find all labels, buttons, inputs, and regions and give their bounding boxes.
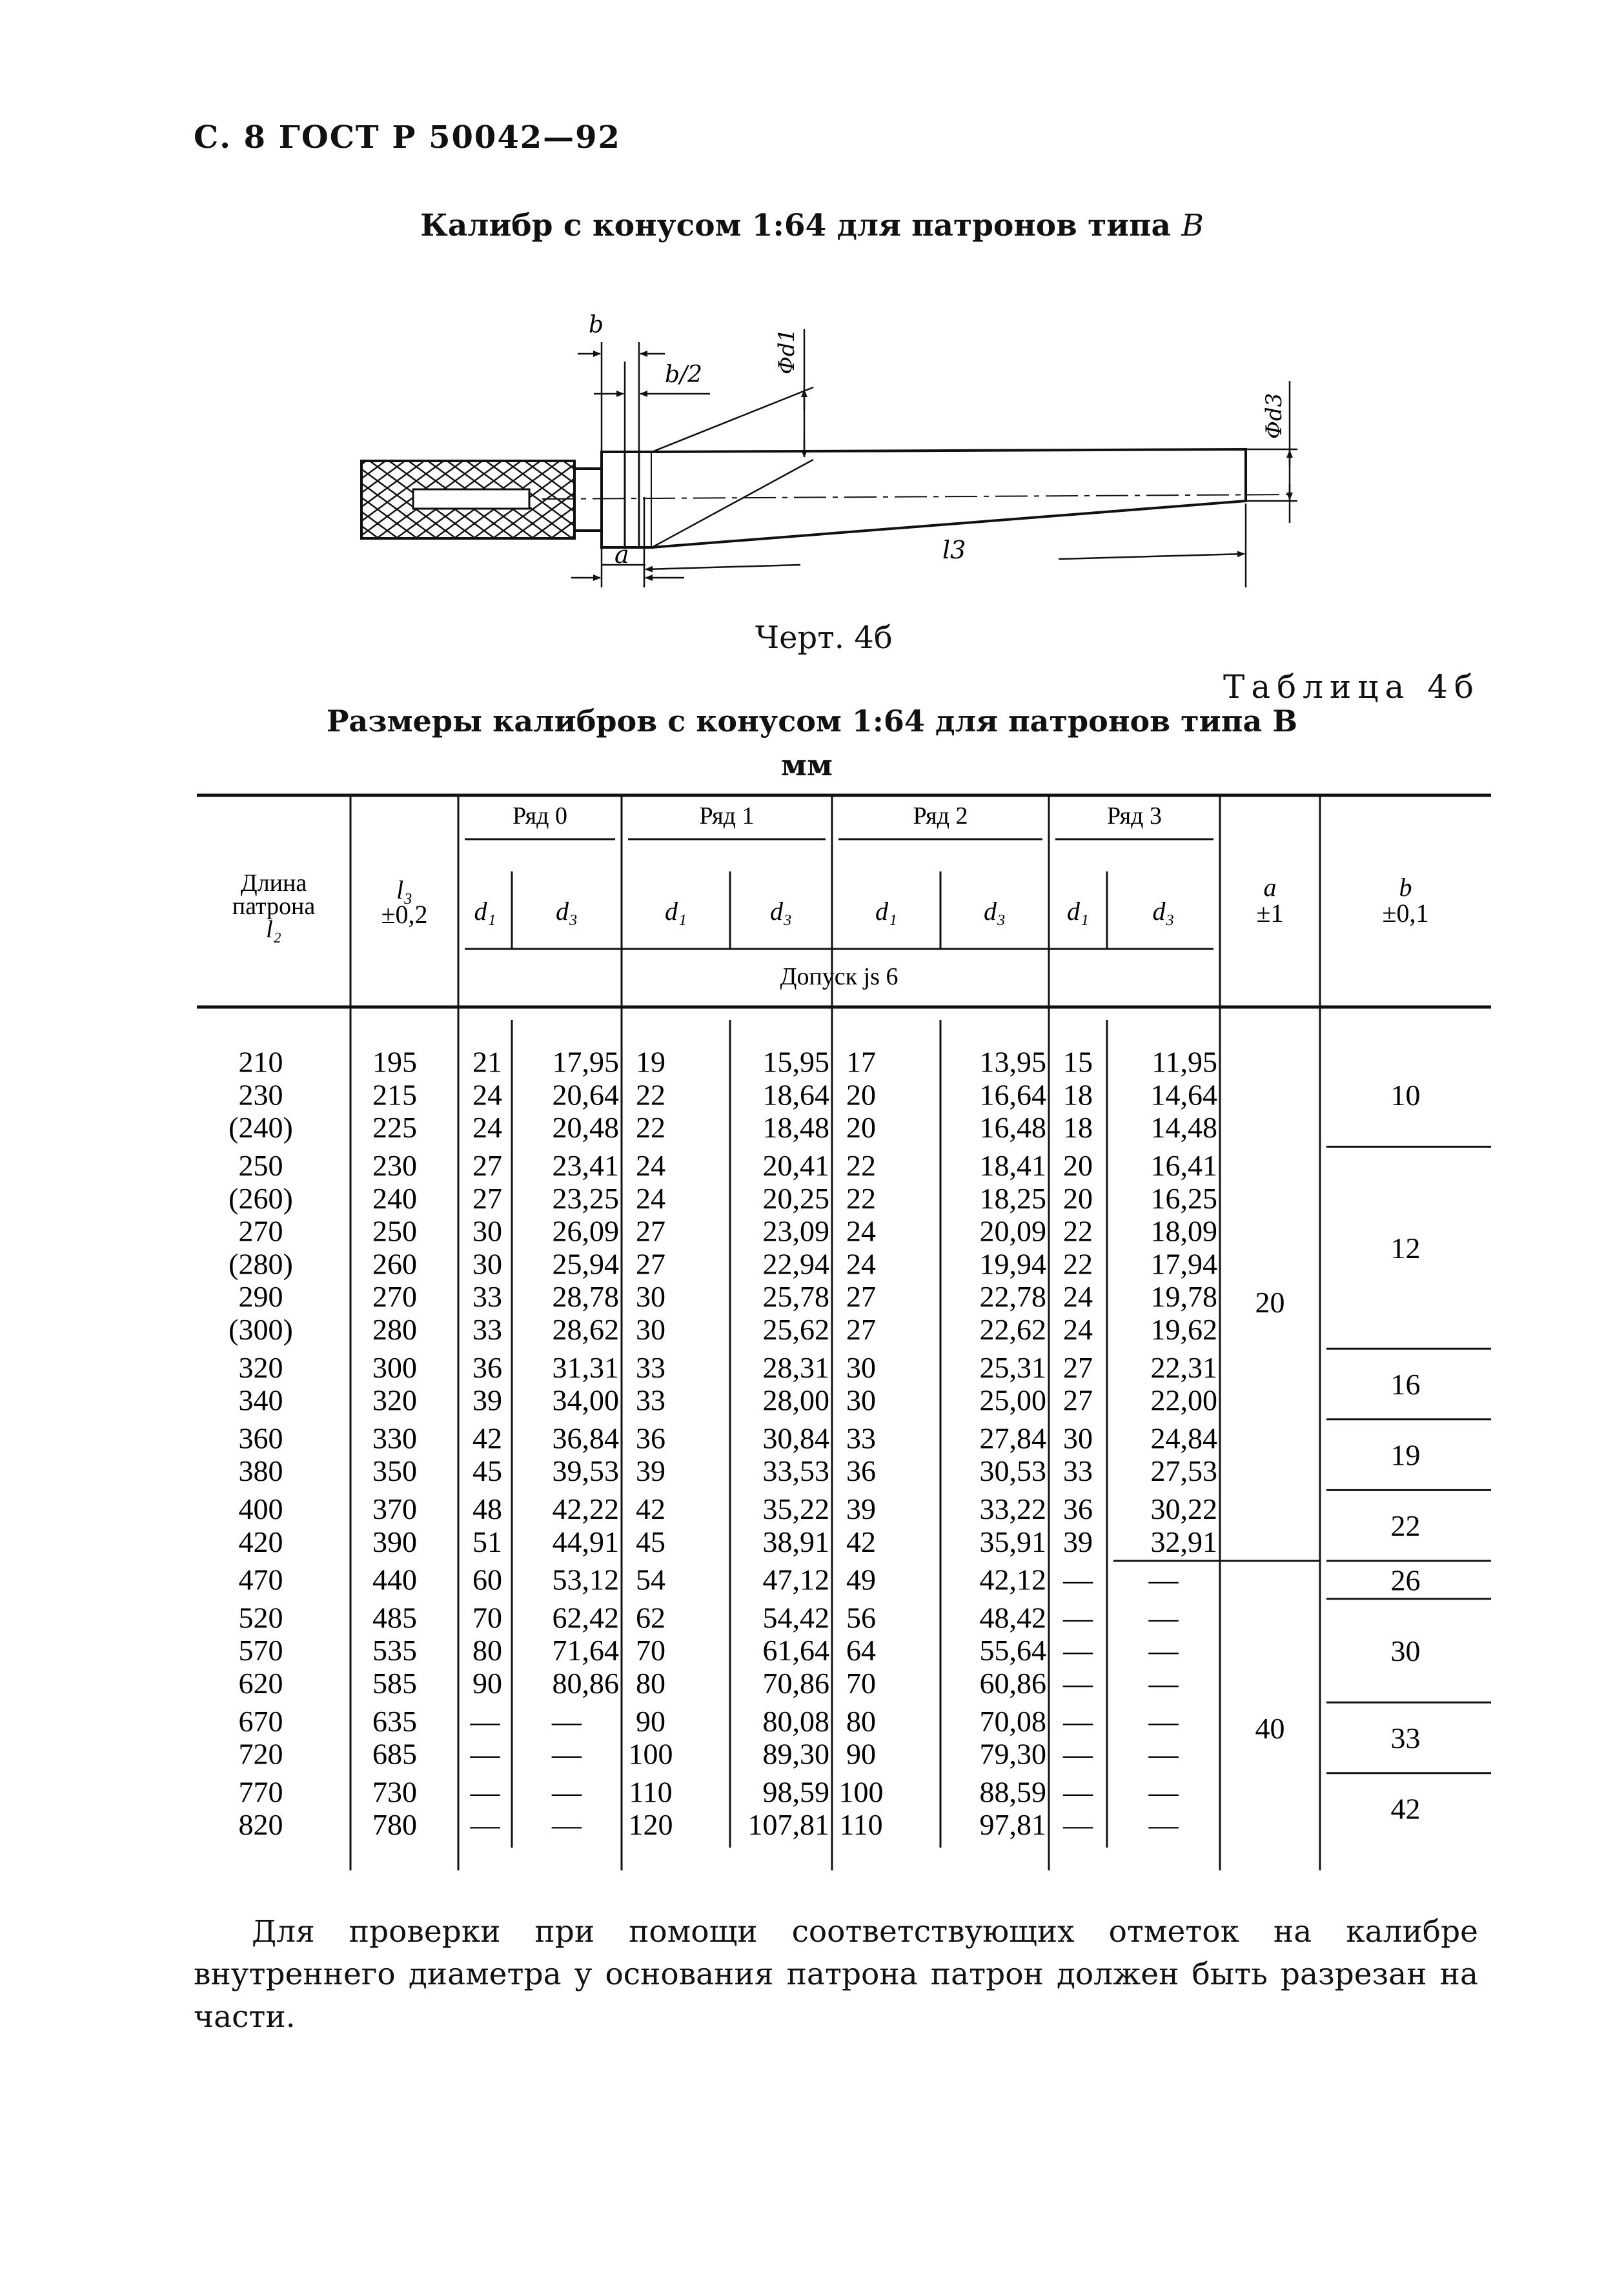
cell-d1: 27 [636, 1214, 665, 1248]
head-tolerance: Допуск js 6 [780, 963, 898, 990]
label-d3: Φd3 [1261, 392, 1287, 439]
cell-d1: 27 [472, 1181, 502, 1215]
cell-d3: 16,41 [1150, 1149, 1217, 1183]
cell-l3: 195 [372, 1045, 417, 1079]
cell-d1: 64 [846, 1634, 876, 1667]
cell-d1: 24 [472, 1111, 502, 1145]
drawing-title-type: В [1181, 208, 1204, 243]
cell-d3: — [1148, 1808, 1179, 1842]
cell-d1: 27 [1063, 1350, 1093, 1384]
cell-d3: 53,12 [552, 1563, 619, 1596]
cell-d1: 17 [846, 1045, 876, 1079]
cell-length: 250 [238, 1149, 283, 1183]
cell-l3: 260 [372, 1247, 417, 1281]
cell-d1: 33 [1063, 1454, 1093, 1488]
cell-d3: 25,78 [762, 1280, 829, 1314]
cell-d3: 88,59 [979, 1775, 1046, 1809]
cell-b: 16 [1390, 1368, 1421, 1401]
cell-l3: 780 [372, 1808, 417, 1842]
cell-d1: 60 [472, 1563, 502, 1596]
cell-d1: 24 [1063, 1280, 1093, 1314]
label-d1: Φd1 [774, 328, 800, 374]
cell-l3: 370 [372, 1492, 417, 1526]
cell-d1: 18 [1063, 1111, 1093, 1145]
head-row-group: Ряд 3 [1107, 802, 1162, 830]
cell-d3: — [552, 1704, 582, 1738]
cell-d3: 18,09 [1150, 1214, 1217, 1248]
cell-l3: 250 [372, 1214, 417, 1248]
cell-d1: 27 [846, 1313, 876, 1347]
cell-d1: 110 [629, 1775, 673, 1809]
cell-d1: 22 [1063, 1247, 1093, 1281]
cell-d3: 23,25 [552, 1181, 619, 1215]
cell-d3: 32,91 [1150, 1525, 1217, 1558]
cell-d3: 25,62 [762, 1313, 829, 1347]
cell-d3: 47,12 [762, 1563, 829, 1596]
cell-d1: 39 [1063, 1525, 1093, 1558]
cell-d3: — [552, 1737, 582, 1771]
cell-d3: 20,09 [979, 1214, 1046, 1248]
cell-length: 420 [238, 1525, 283, 1558]
cell-length: (300) [228, 1313, 293, 1347]
cell-d1: 27 [846, 1280, 876, 1314]
cell-a: 40 [1255, 1712, 1285, 1746]
cell-d1: — [1063, 1601, 1093, 1634]
cell-length: 620 [238, 1667, 283, 1700]
cell-l3: 240 [372, 1181, 417, 1215]
cell-d3: — [1148, 1704, 1179, 1738]
cell-d1: 39 [846, 1492, 876, 1526]
cell-d1: — [1063, 1737, 1093, 1771]
cell-l3: 350 [372, 1454, 417, 1488]
cell-l3: 215 [372, 1078, 417, 1112]
cell-l3: 585 [372, 1667, 417, 1700]
cell-d3: — [1148, 1601, 1179, 1634]
cell-l3: 270 [372, 1280, 417, 1314]
cell-d3: 35,22 [762, 1492, 829, 1526]
cell-b: 42 [1390, 1792, 1421, 1826]
cell-l3: 535 [372, 1634, 417, 1667]
cell-l3: 685 [372, 1737, 417, 1771]
head-row-group: Ряд 2 [913, 802, 968, 830]
cell-d3: 55,64 [979, 1634, 1046, 1667]
cell-d3: 23,09 [762, 1214, 829, 1248]
cell-d1: 62 [636, 1601, 665, 1634]
head-a: ±1 [1256, 899, 1284, 928]
cell-d3: 28,00 [762, 1383, 829, 1417]
cell-length: 290 [238, 1280, 283, 1314]
cell-d3: 11,95 [1152, 1045, 1217, 1079]
cell-d1: 22 [636, 1078, 665, 1112]
cell-d3: 33,22 [979, 1492, 1046, 1526]
footnote-text: Для проверки при помощи соответствующих отметок на калибре внутреннего диаметра у основания патрона патрон должен быть разрезан на части. [194, 1914, 1478, 2035]
cell-d3: 20,48 [552, 1111, 619, 1145]
cell-l3: 225 [372, 1111, 417, 1145]
cell-b: 33 [1390, 1722, 1421, 1755]
page-header: С. 8 ГОСТ Р 50042—92 [194, 119, 621, 156]
cell-length: 520 [238, 1601, 283, 1634]
cell-length: (280) [228, 1247, 293, 1281]
cell-l3: 230 [372, 1149, 417, 1183]
cell-d3: 35,91 [979, 1525, 1046, 1558]
cell-d1: 24 [636, 1149, 665, 1183]
cell-d3: 18,64 [762, 1078, 829, 1112]
head-length: патрона [232, 893, 316, 920]
cell-l3: 440 [372, 1563, 417, 1596]
head-l3: l₃ [396, 875, 413, 904]
cell-d1: 70 [846, 1667, 876, 1700]
cell-d1: 30 [472, 1247, 502, 1281]
cell-l3: 330 [372, 1421, 417, 1455]
cell-d1: 33 [846, 1421, 876, 1455]
table-unit: мм [781, 748, 833, 782]
cell-d1: 33 [636, 1350, 665, 1384]
cell-d1: 90 [636, 1704, 665, 1738]
cell-l3: 730 [372, 1775, 417, 1809]
cell-d1: 20 [846, 1078, 876, 1112]
cell-d3: 70,08 [979, 1704, 1046, 1738]
head-d3: d₃ [984, 897, 1006, 926]
cell-d1: 51 [472, 1525, 502, 1558]
cell-d1: 90 [472, 1667, 502, 1700]
cell-d1: 45 [636, 1525, 665, 1558]
cell-length: (240) [228, 1111, 293, 1145]
cell-d1: 49 [846, 1563, 876, 1596]
cell-d3: 17,94 [1150, 1247, 1217, 1281]
footnote [194, 1911, 1478, 2039]
cell-d3: 22,94 [762, 1247, 829, 1281]
cell-d3: 15,95 [762, 1045, 829, 1079]
cell-d1: 70 [472, 1601, 502, 1634]
cell-d3: 19,78 [1150, 1280, 1217, 1314]
cell-d3: 30,53 [979, 1454, 1046, 1488]
cell-l3: 485 [372, 1601, 417, 1634]
cell-d1: 30 [472, 1214, 502, 1248]
cell-d1: 90 [846, 1737, 876, 1771]
cell-d1: 42 [846, 1525, 876, 1558]
table-title: Размеры калибров с конусом 1:64 для патронов типа В [326, 704, 1298, 738]
cell-d1: 70 [636, 1634, 665, 1667]
cell-b: 22 [1390, 1509, 1421, 1543]
head-a: a [1263, 873, 1277, 902]
cell-d3: 31,31 [552, 1350, 619, 1384]
cell-d3: 23,41 [552, 1149, 619, 1183]
cell-length: 270 [238, 1214, 283, 1248]
cell-d1: 22 [636, 1111, 665, 1145]
cell-d1: — [1063, 1563, 1093, 1596]
head-b: ±0,1 [1382, 899, 1429, 928]
cell-length: 470 [238, 1563, 283, 1596]
head-row-group: Ряд 1 [699, 802, 755, 830]
cell-d3: 44,91 [552, 1525, 619, 1558]
cell-length: 340 [238, 1383, 283, 1417]
cell-length: (260) [228, 1181, 293, 1215]
cell-d1: 22 [846, 1149, 876, 1183]
cell-d1: 30 [1063, 1421, 1093, 1455]
cell-l3: 390 [372, 1525, 417, 1558]
cell-d3: 20,41 [762, 1149, 829, 1183]
cell-d3: — [1148, 1563, 1179, 1596]
cell-d3: 22,31 [1150, 1350, 1217, 1384]
cell-d3: 14,48 [1150, 1111, 1217, 1145]
cell-length: 400 [238, 1492, 283, 1526]
cell-d1: 36 [636, 1421, 665, 1455]
head-d1: d₁ [665, 897, 687, 926]
cell-d3: 27,84 [979, 1421, 1046, 1455]
cell-d1: 24 [846, 1214, 876, 1248]
head-l3: ±0,2 [381, 900, 428, 929]
dimensions-table [197, 788, 1491, 1898]
cell-d1: 24 [846, 1247, 876, 1281]
head-length: l₂ [266, 916, 281, 943]
cell-d1: 24 [636, 1181, 665, 1215]
cell-d1: 33 [472, 1313, 502, 1347]
cell-d3: 25,31 [979, 1350, 1046, 1384]
cell-length: 770 [238, 1775, 283, 1809]
cell-d3: 33,53 [762, 1454, 829, 1488]
cell-d3: — [1148, 1737, 1179, 1771]
cell-d3: 20,25 [762, 1181, 829, 1215]
cell-d3: 16,64 [979, 1078, 1046, 1112]
cell-l3: 320 [372, 1383, 417, 1417]
cell-d1: 33 [636, 1383, 665, 1417]
cell-d1: 56 [846, 1601, 876, 1634]
cell-d3: 18,41 [979, 1149, 1046, 1183]
cell-d1: 22 [1063, 1214, 1093, 1248]
cell-d1: 100 [838, 1775, 884, 1809]
cell-d1: 30 [636, 1280, 665, 1314]
cell-b: 30 [1390, 1634, 1421, 1667]
cell-length: 320 [238, 1350, 283, 1384]
cell-l3: 280 [372, 1313, 417, 1347]
cell-l3: 300 [372, 1350, 417, 1384]
cell-d3: 62,42 [552, 1601, 619, 1634]
cell-d1: 21 [472, 1045, 502, 1079]
cell-d3: 71,64 [552, 1634, 619, 1667]
head-d3: d₃ [556, 897, 578, 926]
cell-d3: 19,62 [1150, 1313, 1217, 1347]
cell-d1: — [1063, 1634, 1093, 1667]
cell-d1: 120 [628, 1808, 673, 1842]
cell-b: 19 [1390, 1438, 1421, 1472]
cell-d1: 30 [846, 1350, 876, 1384]
head-d3: d₃ [1152, 897, 1175, 926]
cell-d3: 13,95 [979, 1045, 1046, 1079]
cell-d1: — [1063, 1775, 1093, 1809]
cell-d3: 34,00 [552, 1383, 619, 1417]
cell-d1: 22 [846, 1181, 876, 1215]
cell-d1: 30 [846, 1383, 876, 1417]
cell-d1: 36 [1063, 1492, 1093, 1526]
head-length: Длина [240, 870, 307, 897]
cell-length: 380 [238, 1454, 283, 1488]
drawing-title-text: Калибр с конусом 1:64 для патронов типа [420, 208, 1171, 243]
cell-d3: 54,42 [762, 1601, 829, 1634]
head-d1: d₁ [474, 897, 496, 926]
cell-d1: 45 [472, 1454, 502, 1488]
cell-length: 570 [238, 1634, 283, 1667]
gauge-neck [574, 469, 602, 531]
cell-d3: 25,94 [552, 1247, 619, 1281]
cell-d1: 15 [1063, 1045, 1093, 1079]
cell-d3: 30,84 [762, 1421, 829, 1455]
cell-d3: 22,00 [1150, 1383, 1217, 1417]
cell-d3: — [1148, 1667, 1179, 1700]
knurled-handle [361, 461, 574, 538]
cell-d3: 28,31 [762, 1350, 829, 1384]
cell-b: 26 [1390, 1563, 1421, 1597]
cell-d3: 107,81 [747, 1808, 829, 1842]
cell-d1: 54 [636, 1563, 665, 1596]
cell-d1: 110 [839, 1808, 883, 1842]
cell-d3: 18,25 [979, 1181, 1046, 1215]
cell-d1: — [1063, 1704, 1093, 1738]
cell-d3: — [552, 1775, 582, 1809]
cell-d3: 70,86 [762, 1667, 829, 1700]
cell-d3: 26,09 [552, 1214, 619, 1248]
cell-d1: 24 [1063, 1313, 1093, 1347]
cell-b: 10 [1390, 1079, 1421, 1112]
cell-d3: 14,64 [1150, 1078, 1217, 1112]
cell-a: 20 [1255, 1286, 1285, 1319]
cell-d1: 48 [472, 1492, 502, 1526]
cell-d3: 27,53 [1150, 1454, 1217, 1488]
cell-d3: 42,12 [979, 1563, 1046, 1596]
cell-d1: 27 [472, 1149, 502, 1183]
cell-length: 720 [238, 1737, 283, 1771]
cell-d3: 16,48 [979, 1111, 1046, 1145]
cell-d3: 18,48 [762, 1111, 829, 1145]
cell-d3: 42,22 [552, 1492, 619, 1526]
cell-d3: 16,25 [1150, 1181, 1217, 1215]
head-d1: d₁ [1067, 897, 1089, 926]
cell-d1: 20 [846, 1111, 876, 1145]
cell-d1: 18 [1063, 1078, 1093, 1112]
cell-d3: 28,62 [552, 1313, 619, 1347]
cell-d3: 97,81 [979, 1808, 1046, 1842]
cell-d1: 80 [846, 1704, 876, 1738]
cell-d3: 89,30 [762, 1737, 829, 1771]
cell-d3: 22,62 [979, 1313, 1046, 1347]
cell-d1: 27 [636, 1247, 665, 1281]
cell-d3: 80,86 [552, 1667, 619, 1700]
cell-d1: 36 [472, 1350, 502, 1384]
cell-d1: 42 [472, 1421, 502, 1455]
cell-d3: — [1148, 1634, 1179, 1667]
cell-d1: 80 [472, 1634, 502, 1667]
cell-d1: 42 [636, 1492, 665, 1526]
cell-length: 820 [238, 1808, 283, 1842]
head-b: b [1399, 873, 1412, 902]
cell-d1: 39 [472, 1383, 502, 1417]
head-d1: d₁ [875, 897, 897, 926]
cell-b: 12 [1390, 1231, 1421, 1265]
cell-d3: 48,42 [979, 1601, 1046, 1634]
head-row-group: Ряд 0 [513, 802, 567, 830]
cell-d1: 30 [636, 1313, 665, 1347]
cell-d3: 22,78 [979, 1280, 1046, 1314]
cell-d3: 36,84 [552, 1421, 619, 1455]
drawing-title [0, 208, 1624, 243]
cell-length: 210 [238, 1045, 283, 1079]
cell-d3: 17,95 [552, 1045, 619, 1079]
cell-d1: 20 [1063, 1149, 1093, 1183]
cell-d3: 38,91 [762, 1525, 829, 1558]
cell-d1: 33 [472, 1280, 502, 1314]
cell-d3: 20,64 [552, 1078, 619, 1112]
cell-d1: 80 [636, 1667, 665, 1700]
label-a: a [614, 540, 629, 569]
cell-length: 230 [238, 1078, 283, 1112]
cell-d1: 20 [1063, 1181, 1093, 1215]
cell-l3: 635 [372, 1704, 417, 1738]
cell-d3: 19,94 [979, 1247, 1046, 1281]
figure-caption: Черт. 4б [755, 620, 893, 656]
cell-d1: 100 [628, 1737, 673, 1771]
cell-d1: 24 [472, 1078, 502, 1112]
cell-d3: 30,22 [1150, 1492, 1217, 1526]
cell-d3: 28,78 [552, 1280, 619, 1314]
cell-d3: 80,08 [762, 1704, 829, 1738]
cell-d1: 19 [636, 1045, 665, 1079]
cell-d3: — [1148, 1775, 1179, 1809]
cell-d3: 24,84 [1150, 1421, 1217, 1455]
cell-d1: — [1063, 1808, 1093, 1842]
label-b-half: b/2 [665, 361, 703, 388]
label-b: b [589, 312, 604, 338]
cell-d3: 79,30 [979, 1737, 1046, 1771]
cell-d3: 60,86 [979, 1667, 1046, 1700]
cell-d3: 61,64 [762, 1634, 829, 1667]
cell-d3: 25,00 [979, 1383, 1046, 1417]
cell-d3: 39,53 [552, 1454, 619, 1488]
table-label: Таблица 4б [1223, 668, 1481, 706]
cell-d1: — [470, 1775, 500, 1809]
cell-length: 670 [238, 1704, 283, 1738]
head-d3: d₃ [770, 897, 792, 926]
cell-d1: — [470, 1808, 500, 1842]
cell-d1: 27 [1063, 1383, 1093, 1417]
cell-d1: 39 [636, 1454, 665, 1488]
label-l3: l3 [942, 536, 966, 564]
cell-d1: — [1063, 1667, 1093, 1700]
cell-d3: — [552, 1808, 582, 1842]
cell-length: 360 [238, 1421, 283, 1455]
cell-d1: — [470, 1704, 500, 1738]
gauge-drawing [349, 303, 1317, 607]
cell-d1: 36 [846, 1454, 876, 1488]
cell-d3: 98,59 [762, 1775, 829, 1809]
cell-d1: — [470, 1737, 500, 1771]
